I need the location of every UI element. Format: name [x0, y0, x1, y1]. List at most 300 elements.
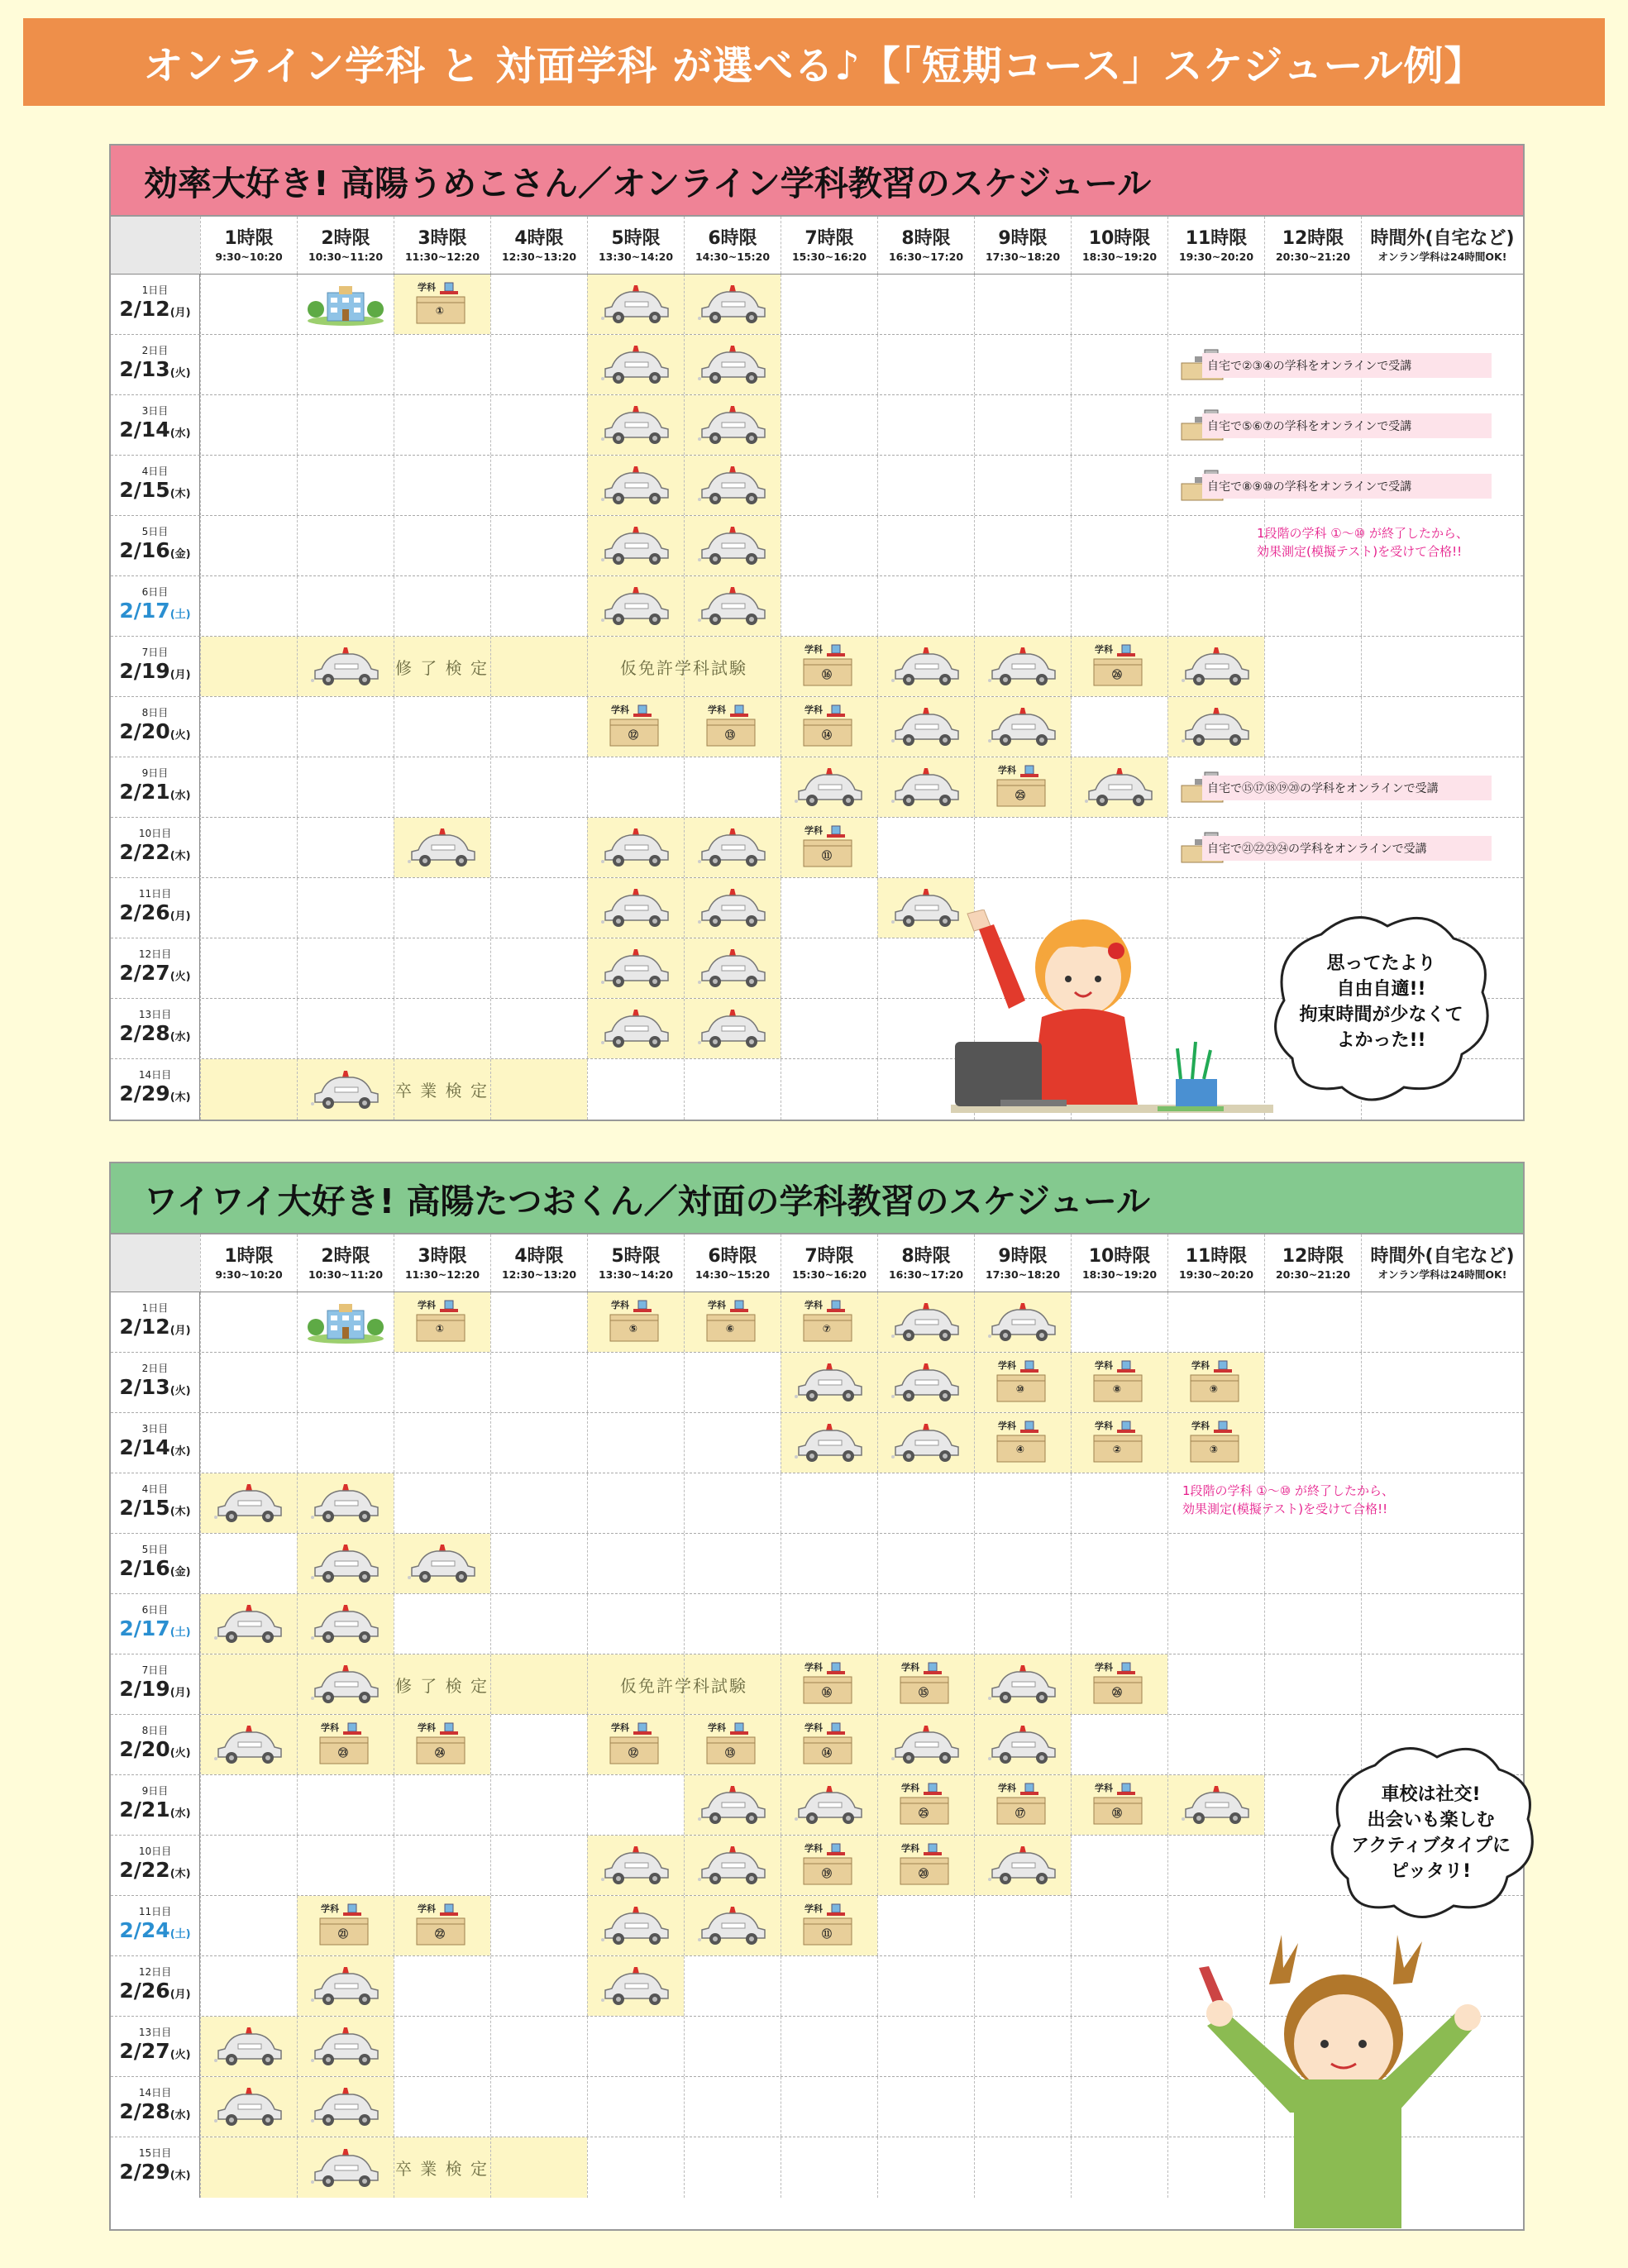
period-slot [490, 2077, 587, 2137]
lesson-number: ⑬ [724, 1747, 735, 1759]
period-slot [684, 938, 781, 998]
driving-car-icon [890, 1301, 962, 1343]
period-slot [877, 275, 974, 334]
period-slot [297, 2137, 394, 2198]
period-slot [394, 1353, 490, 1412]
desk-subject-label: 学科 [901, 1843, 919, 1854]
period-slot [490, 456, 587, 515]
period-slot [1071, 2017, 1167, 2076]
day-index: 6日目 [141, 1603, 169, 1616]
period-slot [877, 1715, 974, 1774]
day-of-week: (月) [169, 306, 191, 319]
period-slot [200, 697, 297, 757]
lesson-number: ⑳ [918, 1868, 929, 1879]
period-header-5 [587, 217, 684, 274]
period-slot [587, 1292, 684, 1352]
driving-car-icon [310, 1664, 381, 1705]
driving-car-icon [697, 887, 768, 929]
period-slot [684, 697, 781, 757]
desk-subject-label: 学科 [418, 1300, 436, 1311]
period-slot [781, 1896, 877, 1955]
class-desk-icon [1092, 1358, 1147, 1406]
day-of-week: (月) [169, 1686, 191, 1699]
day-label-cell [111, 637, 200, 696]
period-slot [297, 1956, 394, 2016]
day-label-cell [111, 2077, 200, 2137]
period-slot [877, 456, 974, 515]
lesson-number: ① [435, 305, 445, 317]
day-of-week: (木) [169, 849, 191, 862]
period-slot [1361, 1413, 1523, 1473]
period-time: 10:30~11:20 [308, 250, 384, 263]
period-name: 9時限 [998, 227, 1048, 249]
period-slot [1071, 1896, 1167, 1955]
period-slot [781, 1292, 877, 1352]
period-slot [781, 1413, 877, 1473]
period-slot [781, 2077, 877, 2137]
class-desk-icon [995, 1781, 1050, 1829]
class-desk-icon [802, 1298, 857, 1346]
desk-subject-label: 学科 [418, 1722, 436, 1733]
period-name: 4時限 [514, 227, 564, 249]
day-label-cell [111, 335, 200, 394]
day-date: 2/14(水) [119, 1435, 191, 1459]
lesson-number: ⑥ [725, 1323, 735, 1335]
desk-subject-label: 学科 [321, 1903, 339, 1914]
period-time: 19:30~20:20 [1178, 1268, 1254, 1281]
period-slot [974, 1775, 1071, 1835]
driving-car-icon [600, 585, 671, 627]
period-time: 10:30~11:20 [308, 1268, 384, 1281]
period-slot [877, 1353, 974, 1412]
period-slot [297, 1534, 394, 1593]
span-label: 卒 業 検 定 [394, 1081, 489, 1101]
period-header-2 [297, 1234, 394, 1292]
period-slot [684, 335, 781, 394]
online-day-row [111, 395, 1523, 456]
day-label-cell [111, 878, 200, 938]
period-slot [297, 395, 394, 455]
period-name: 1時限 [224, 227, 274, 249]
class-desk-icon [415, 1298, 470, 1346]
day-index: 3日目 [141, 404, 169, 417]
day-date: 2/14(水) [119, 417, 191, 442]
class-desk-icon [1092, 642, 1147, 690]
class-desk-icon [1092, 1419, 1147, 1467]
desk-subject-label: 学科 [804, 1300, 823, 1311]
period-slot [781, 999, 877, 1058]
bubble-line: 拘束時間が少なくて [1299, 1005, 1463, 1025]
period-slot [490, 1956, 587, 2016]
period-slot [200, 1534, 297, 1593]
desk-subject-label: 学科 [321, 1722, 339, 1733]
driving-car-icon [600, 1965, 671, 2007]
day-index: 8日目 [141, 1724, 169, 1736]
day-index: 5日目 [141, 525, 169, 537]
period-time: 18:30~19:20 [1081, 1268, 1158, 1281]
period-slot [490, 1413, 587, 1473]
period-header-3 [394, 217, 490, 274]
driving-car-icon [697, 465, 768, 506]
driving-car-icon [987, 1845, 1058, 1886]
period-slot [877, 2017, 974, 2076]
day-date: 2/22(木) [119, 1857, 191, 1882]
day-of-week: (火) [169, 970, 191, 983]
driving-car-icon [890, 1724, 962, 1765]
period-slot [297, 878, 394, 938]
day-label-cell [111, 2017, 200, 2076]
period-slot [587, 275, 684, 334]
period-slot [1264, 1534, 1361, 1593]
period-slot [490, 1473, 587, 1533]
period-name: 4時限 [514, 1245, 564, 1267]
milestone-note-line: 1段階の学科 ①～⑩ が終了したから、 [1257, 526, 1468, 541]
class-desk-icon [802, 1721, 857, 1769]
day-index: 12日目 [138, 1965, 172, 1978]
day-label-cell [111, 395, 200, 455]
period-slot [1264, 1353, 1361, 1412]
taimen-day-row [111, 1594, 1523, 1654]
driving-car-icon [600, 887, 671, 929]
period-time: 16:30~17:20 [888, 250, 964, 263]
period-slot [200, 1836, 297, 1895]
driving-car-icon [310, 646, 381, 687]
desk-subject-label: 学科 [998, 1420, 1016, 1431]
day-label-cell [111, 1473, 200, 1533]
period-slot [781, 1715, 877, 1774]
period-slot [1071, 1473, 1167, 1533]
desk-subject-label: 学科 [804, 1722, 823, 1733]
day-label-cell [111, 1836, 200, 1895]
driving-car-icon [890, 706, 962, 747]
day-index: 4日目 [141, 1483, 169, 1495]
period-slot [1167, 1534, 1264, 1593]
period-slot [1361, 1654, 1523, 1714]
period-slot [684, 516, 781, 575]
period-slot [297, 1413, 394, 1473]
day-label-cell [111, 1956, 200, 2016]
period-time: 12:30~13:20 [501, 250, 577, 263]
day-date: 2/12(月) [119, 296, 191, 321]
period-header-12 [1264, 1234, 1361, 1292]
period-slot [297, 456, 394, 515]
period-slot [1167, 697, 1264, 757]
period-slot [587, 2017, 684, 2076]
taimen-day-row [111, 1292, 1523, 1353]
period-slot [877, 395, 974, 455]
period-slot [1071, 1654, 1167, 1714]
day-of-week: (水) [169, 427, 191, 440]
period-slot [877, 757, 974, 817]
period-header-9 [974, 217, 1071, 274]
period-header-3 [394, 1234, 490, 1292]
day-of-week: (月) [169, 1988, 191, 2001]
day-label-cell [111, 818, 200, 877]
class-desk-icon [1092, 1660, 1147, 1708]
period-slot [490, 637, 587, 696]
period-slot [1071, 637, 1167, 696]
period-slot [974, 1836, 1071, 1895]
period-slot [974, 2137, 1071, 2198]
period-slot [974, 1896, 1071, 1955]
period-slot [1167, 1413, 1264, 1473]
bubble-line: 思ってたより [1326, 953, 1436, 974]
period-name: 9時限 [998, 1245, 1048, 1267]
period-name: 3時限 [418, 227, 467, 249]
lesson-number: ⑭ [821, 729, 832, 741]
period-name: 7時限 [804, 1245, 854, 1267]
day-label-cell [111, 1594, 200, 1654]
period-time: 20:30~21:20 [1275, 1268, 1351, 1281]
period-slot [974, 697, 1071, 757]
taimen-day-row [111, 1473, 1523, 1534]
period-slot [781, 2017, 877, 2076]
day-date: 2/28(水) [119, 1020, 191, 1045]
period-slot [974, 1292, 1071, 1352]
day-date: 2/12(月) [119, 1314, 191, 1339]
lesson-number: ⑫ [628, 1747, 638, 1759]
period-slot [297, 697, 394, 757]
period-name: 12時限 [1282, 1245, 1344, 1267]
period-slot [200, 275, 297, 334]
driving-car-icon [987, 1724, 1058, 1765]
boy-with-pencil-illustration [1191, 1935, 1488, 2228]
day-index: 4日目 [141, 465, 169, 477]
period-slot [1264, 576, 1361, 636]
period-slot [394, 275, 490, 334]
driving-car-icon [890, 1362, 962, 1403]
driving-car-icon [213, 1724, 284, 1765]
taimen-day-row [111, 1836, 1523, 1896]
period-slot [1361, 1292, 1523, 1352]
speech-bubble-taimen [1321, 1782, 1540, 1884]
period-header-row [111, 217, 1523, 275]
period-slot [1071, 335, 1167, 394]
period-slot [297, 1353, 394, 1412]
day-date: 2/20(火) [119, 719, 191, 743]
period-name: 5時限 [611, 1245, 661, 1267]
desk-subject-label: 学科 [998, 1360, 1016, 1371]
driving-car-icon [600, 1845, 671, 1886]
driving-car-icon [310, 2147, 381, 2189]
taimen-day-row [111, 1413, 1523, 1473]
day-label-cell [111, 999, 200, 1058]
period-slot [394, 1956, 490, 2016]
day-of-week: (火) [169, 1746, 191, 1759]
driving-car-icon [600, 948, 671, 989]
period-header-9 [974, 1234, 1071, 1292]
period-slot [781, 335, 877, 394]
period-header-6 [684, 217, 781, 274]
online-day-row [111, 335, 1523, 395]
driving-car-icon [310, 1965, 381, 2007]
day-index: 7日目 [141, 646, 169, 658]
period-slot [877, 516, 974, 575]
class-desk-icon [609, 1721, 663, 1769]
period-slot [877, 697, 974, 757]
period-slot [1167, 576, 1264, 636]
period-slot [877, 1534, 974, 1593]
online-day-row [111, 637, 1523, 697]
period-slot [587, 1059, 684, 1120]
driving-car-icon [890, 1422, 962, 1463]
period-header-8 [877, 1234, 974, 1292]
day-of-week: (土) [169, 1927, 191, 1941]
period-slot [684, 2137, 781, 2198]
period-slot [1071, 275, 1167, 334]
day-of-week: (月) [169, 668, 191, 681]
period-slot [490, 2017, 587, 2076]
period-slot [1071, 757, 1167, 817]
period-slot [297, 1292, 394, 1352]
day-date: 2/27(火) [119, 2038, 191, 2063]
period-slot [877, 2137, 974, 2198]
period-name: 3時限 [418, 1245, 467, 1267]
day-index: 13日目 [138, 1008, 172, 1020]
period-slot [877, 2077, 974, 2137]
day-index: 1日目 [141, 284, 169, 296]
class-desk-icon [899, 1660, 953, 1708]
period-slot [1361, 576, 1523, 636]
period-slot [1264, 1594, 1361, 1654]
period-slot [200, 2137, 297, 2198]
period-slot [781, 516, 877, 575]
day-of-week: (月) [169, 1324, 191, 1337]
online-day-row [111, 275, 1523, 335]
period-slot [587, 395, 684, 455]
period-slot [394, 1896, 490, 1955]
span-label: 仮免許学科試験 [620, 1675, 747, 1696]
day-index: 9日目 [141, 766, 169, 779]
period-name: 11時限 [1185, 227, 1248, 249]
period-slot [394, 1836, 490, 1895]
period-name: 2時限 [321, 227, 370, 249]
period-slot [200, 757, 297, 817]
day-of-week: (金) [169, 547, 191, 561]
driving-car-icon [600, 1905, 671, 1946]
taimen-day-row [111, 1775, 1523, 1836]
period-slot [781, 1534, 877, 1593]
period-slot [684, 1353, 781, 1412]
period-slot [877, 1956, 974, 2016]
period-slot [877, 637, 974, 696]
desk-subject-label: 学科 [1095, 1360, 1113, 1371]
class-desk-icon [1092, 1781, 1147, 1829]
period-slot [587, 1473, 684, 1533]
period-slot [974, 395, 1071, 455]
day-of-week: (土) [169, 608, 191, 621]
period-slot [974, 1534, 1071, 1593]
day-date: 2/27(火) [119, 960, 191, 985]
period-slot [200, 1353, 297, 1412]
period-slot [490, 878, 587, 938]
period-slot [781, 878, 877, 938]
class-desk-icon [899, 1781, 953, 1829]
period-header-13 [1361, 217, 1523, 274]
driving-car-icon [1181, 706, 1252, 747]
bubble-line: アクティブタイプに [1351, 1836, 1511, 1856]
period-slot [781, 1654, 877, 1714]
desk-subject-label: 学科 [611, 1722, 629, 1733]
period-slot [587, 1715, 684, 1774]
period-slot [877, 818, 974, 877]
taimen-day-row [111, 1353, 1523, 1413]
milestone-note [1182, 1482, 1394, 1518]
class-desk-icon [705, 1721, 760, 1769]
home-online-note: 自宅で⑮⑰⑱⑲⑳の学科をオンラインで受講 [1202, 776, 1492, 800]
class-desk-icon [1189, 1358, 1244, 1406]
driving-car-icon [697, 525, 768, 566]
period-slot [877, 1654, 974, 1714]
period-slot [297, 516, 394, 575]
lesson-number: ⑪ [821, 1928, 832, 1940]
day-index: 1日目 [141, 1301, 169, 1314]
class-desk-icon [415, 280, 470, 328]
driving-car-icon [310, 1483, 381, 1524]
driving-car-icon [310, 1543, 381, 1584]
period-name: 8時限 [901, 227, 951, 249]
day-of-week: (木) [169, 1091, 191, 1104]
driving-car-icon [600, 404, 671, 446]
period-slot [781, 1594, 877, 1654]
period-slot [297, 576, 394, 636]
period-header-1 [200, 217, 297, 274]
period-slot [877, 1594, 974, 1654]
driving-car-icon [697, 404, 768, 446]
period-slot [684, 395, 781, 455]
period-name: 10時限 [1088, 227, 1151, 249]
school-building-icon [306, 1301, 385, 1344]
driving-car-icon [600, 344, 671, 385]
period-time: 9:30~10:20 [215, 250, 283, 263]
driving-car-icon [1181, 1784, 1252, 1826]
day-index: 3日目 [141, 1422, 169, 1435]
period-slot [587, 1775, 684, 1835]
period-header-row [111, 1234, 1523, 1292]
period-slot [490, 576, 587, 636]
period-slot [877, 1413, 974, 1473]
period-slot [684, 2077, 781, 2137]
period-slot [781, 395, 877, 455]
lesson-number: ⑯ [821, 1687, 832, 1698]
desk-subject-label: 学科 [708, 1722, 726, 1733]
day-of-week: (木) [169, 1867, 191, 1880]
period-slot [200, 878, 297, 938]
online-day-row [111, 456, 1523, 516]
period-slot [200, 516, 297, 575]
period-time: 14:30~15:20 [695, 250, 771, 263]
period-slot [394, 335, 490, 394]
day-of-week: (火) [169, 1384, 191, 1397]
period-slot [1071, 516, 1167, 575]
period-time: 18:30~19:20 [1081, 250, 1158, 263]
online-day-row [111, 757, 1523, 818]
period-header-5 [587, 1234, 684, 1292]
period-name: 時間外(自宅など) [1370, 1245, 1515, 1267]
day-label-cell [111, 516, 200, 575]
day-of-week: (月) [169, 910, 191, 923]
day-of-week: (木) [169, 2170, 191, 2182]
lesson-number: ㉕ [1015, 790, 1025, 801]
driving-car-icon [697, 1008, 768, 1049]
online-day-row [111, 576, 1523, 637]
desk-subject-label: 学科 [1095, 1783, 1113, 1793]
driving-car-icon [213, 2086, 284, 2127]
period-slot [490, 999, 587, 1058]
period-slot [781, 818, 877, 877]
period-slot [877, 1896, 974, 1955]
period-slot [297, 1836, 394, 1895]
